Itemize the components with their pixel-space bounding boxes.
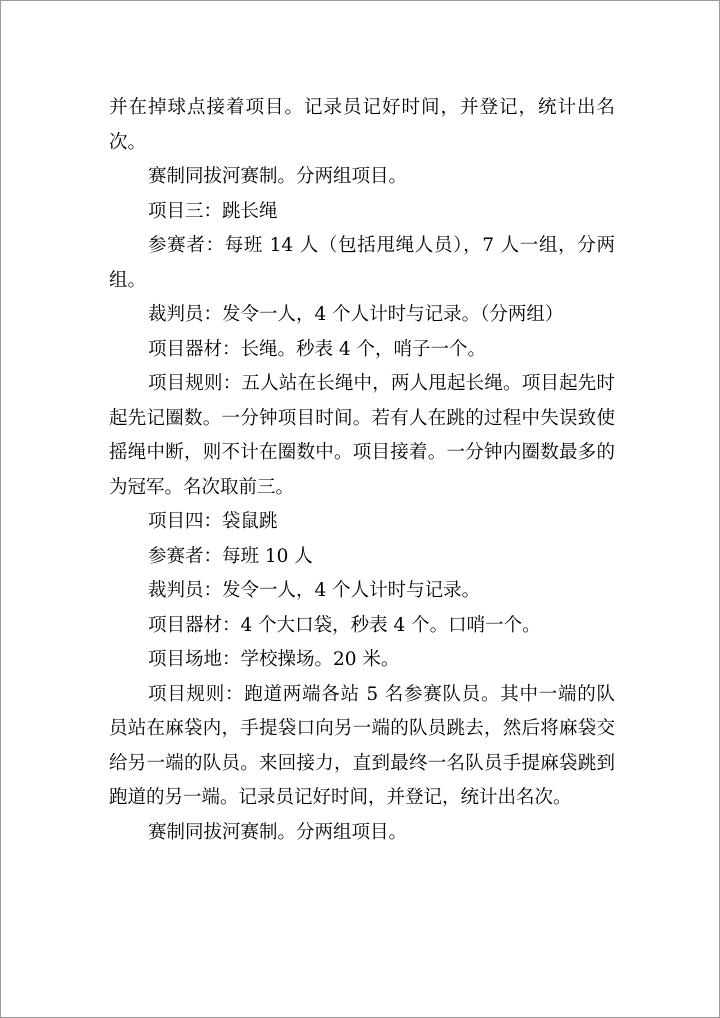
paragraph-venue: 项目场地：学校操场。20 米。 (148, 649, 400, 670)
paragraph-referees: 裁判员：发令一人，4 个人计时与记录。 (148, 580, 481, 601)
paragraph-rules: 项目规则：五人站在长绳中，两人甩起长绳。项目起先时起先记圈数。一分钟项目时间。若有人在跳的过程中失误致使摇绳中断，则不计在圈数中。项目接着。一分钟内圈数最多的为冠军。名次取前三。 (109, 373, 615, 498)
paragraph-referees: 裁判员：发令一人，4 个人计时与记录。（分两组） (148, 304, 564, 325)
section-heading-sack-race: 项目四：袋鼠跳 (148, 511, 278, 532)
paragraph-rules-note: 赛制同拔河赛制。分两组项目。 (148, 166, 408, 187)
section-heading-long-rope: 项目三：跳长绳 (148, 200, 278, 222)
paragraph-participants: 参赛者：每班 10 人 (148, 545, 313, 567)
paragraph-equipment: 项目器材：长绳。秒表 4 个，哨子一个。 (148, 338, 487, 360)
paragraph-continuation: 并在掉球点接着项目。记录员记好时间，并登记，统计出名次。 (109, 97, 615, 153)
paragraph-participants: 参赛者：每班 14 人（包括甩绳人员），7 人一组，分两组。 (109, 235, 615, 291)
paragraph-rules: 项目规则：跑道两端各站 5 名参赛队员。其中一端的队员站在麻袋内，手提袋口向另一端的队员跳去，然后将麻袋交给另一端的队员。来回接力，直到最终一名队员手提麻袋跳到跑道的另一端。记录员记好时间，并登记，统计出名次。 (109, 683, 615, 808)
paragraph-equipment: 项目器材：4 个大口袋，秒表 4 个。口哨一个。 (148, 614, 541, 636)
document-body (109, 91, 615, 850)
paragraph-rules-note: 赛制同拔河赛制。分两组项目。 (148, 821, 408, 843)
